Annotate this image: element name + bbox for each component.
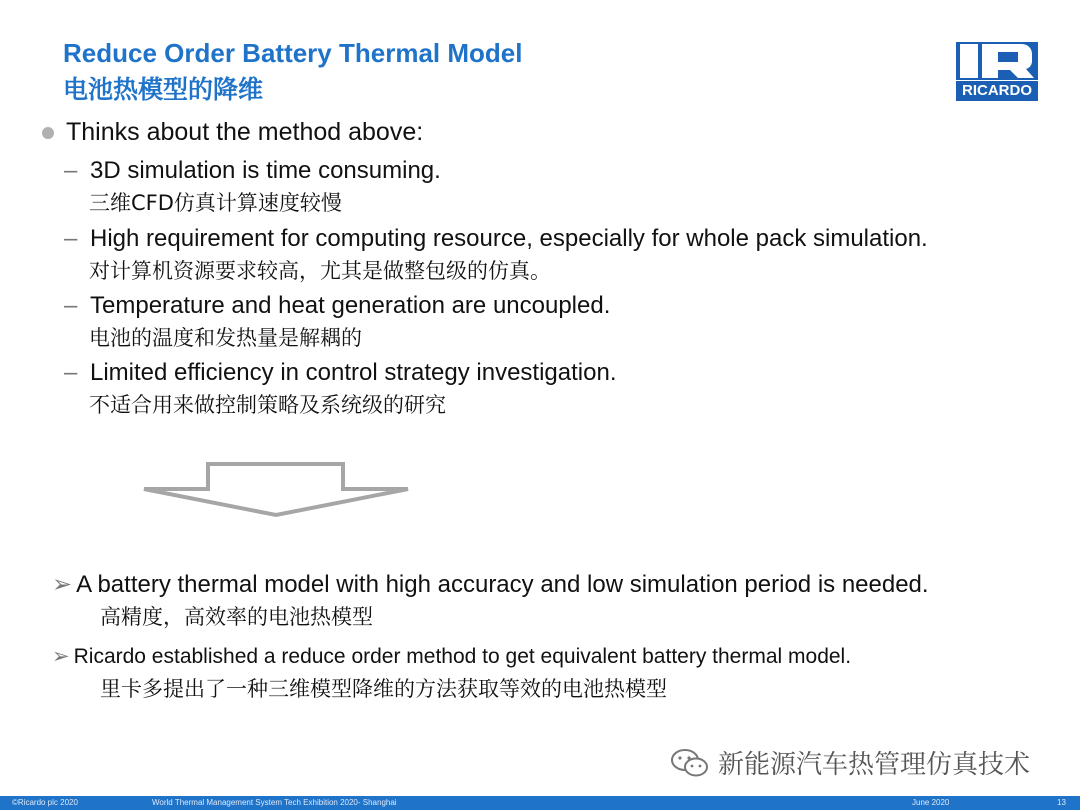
conclusion-item xyxy=(52,644,852,701)
logo-text: RICARDO xyxy=(956,81,1038,101)
list-item xyxy=(64,156,441,215)
point-cn: 电池的温度和发热量是解耦的 xyxy=(89,326,362,350)
dash-icon: – xyxy=(64,225,78,252)
dash-icon: – xyxy=(64,359,78,386)
main-bullet xyxy=(42,118,423,147)
footer-copyright: ©Ricardo plc 2020 xyxy=(12,798,78,807)
main-bullet-text: Thinks about the method above: xyxy=(66,118,424,146)
footer-event: World Thermal Management System Tech Exhibition 2020- Shanghai xyxy=(152,798,397,807)
list-item xyxy=(64,224,928,283)
list-item xyxy=(64,291,611,350)
point-en: Limited efficiency in control strategy investigation. xyxy=(90,359,617,386)
point-cn: 对计算机资源要求较高，尤其是做整包级的仿真。 xyxy=(89,259,551,283)
conclusion-cn: 高精度，高效率的电池热模型 xyxy=(100,605,373,629)
ricardo-logo xyxy=(956,42,1038,102)
bullet-dot-icon xyxy=(42,127,54,139)
footer-bar xyxy=(0,796,1080,810)
wechat-watermark xyxy=(670,744,1030,781)
watermark-text: 新能源汽车热管理仿真技术 xyxy=(718,750,1031,780)
arrow-bullet-icon: ➢ xyxy=(52,571,73,598)
conclusion-cn: 里卡多提出了一种三维模型降维的方法获取等效的电池热模型 xyxy=(100,677,667,701)
down-arrow-icon xyxy=(140,460,412,520)
point-en: Temperature and heat generation are uncoupled. xyxy=(90,292,611,319)
conclusion-en: Ricardo established a reduce order method to get equivalent battery thermal model. xyxy=(73,645,852,668)
dash-icon: – xyxy=(64,157,78,184)
dash-icon: – xyxy=(64,292,78,319)
footer-date: June 2020 xyxy=(912,798,950,807)
conclusion-en: A battery thermal model with high accuracy and low simulation period is needed. xyxy=(76,571,929,598)
slide-subtitle-cn: 电池热模型的降维 xyxy=(63,75,264,104)
conclusion-item xyxy=(52,570,929,629)
arrow-bullet-icon: ➢ xyxy=(52,645,70,668)
point-en: 3D simulation is time consuming. xyxy=(90,157,441,184)
point-cn: 三维CFD仿真计算速度较慢 xyxy=(89,191,342,215)
page-number: 13 xyxy=(1057,798,1066,807)
wechat-icon xyxy=(670,747,710,779)
ricardo-r-icon xyxy=(956,42,1038,80)
slide-title: Reduce Order Battery Thermal Model xyxy=(63,38,523,68)
list-item xyxy=(64,358,617,417)
point-en: High requirement for computing resource, especially for whole pack simulation. xyxy=(90,225,928,252)
point-cn: 不适合用来做控制策略及系统级的研究 xyxy=(89,393,446,417)
